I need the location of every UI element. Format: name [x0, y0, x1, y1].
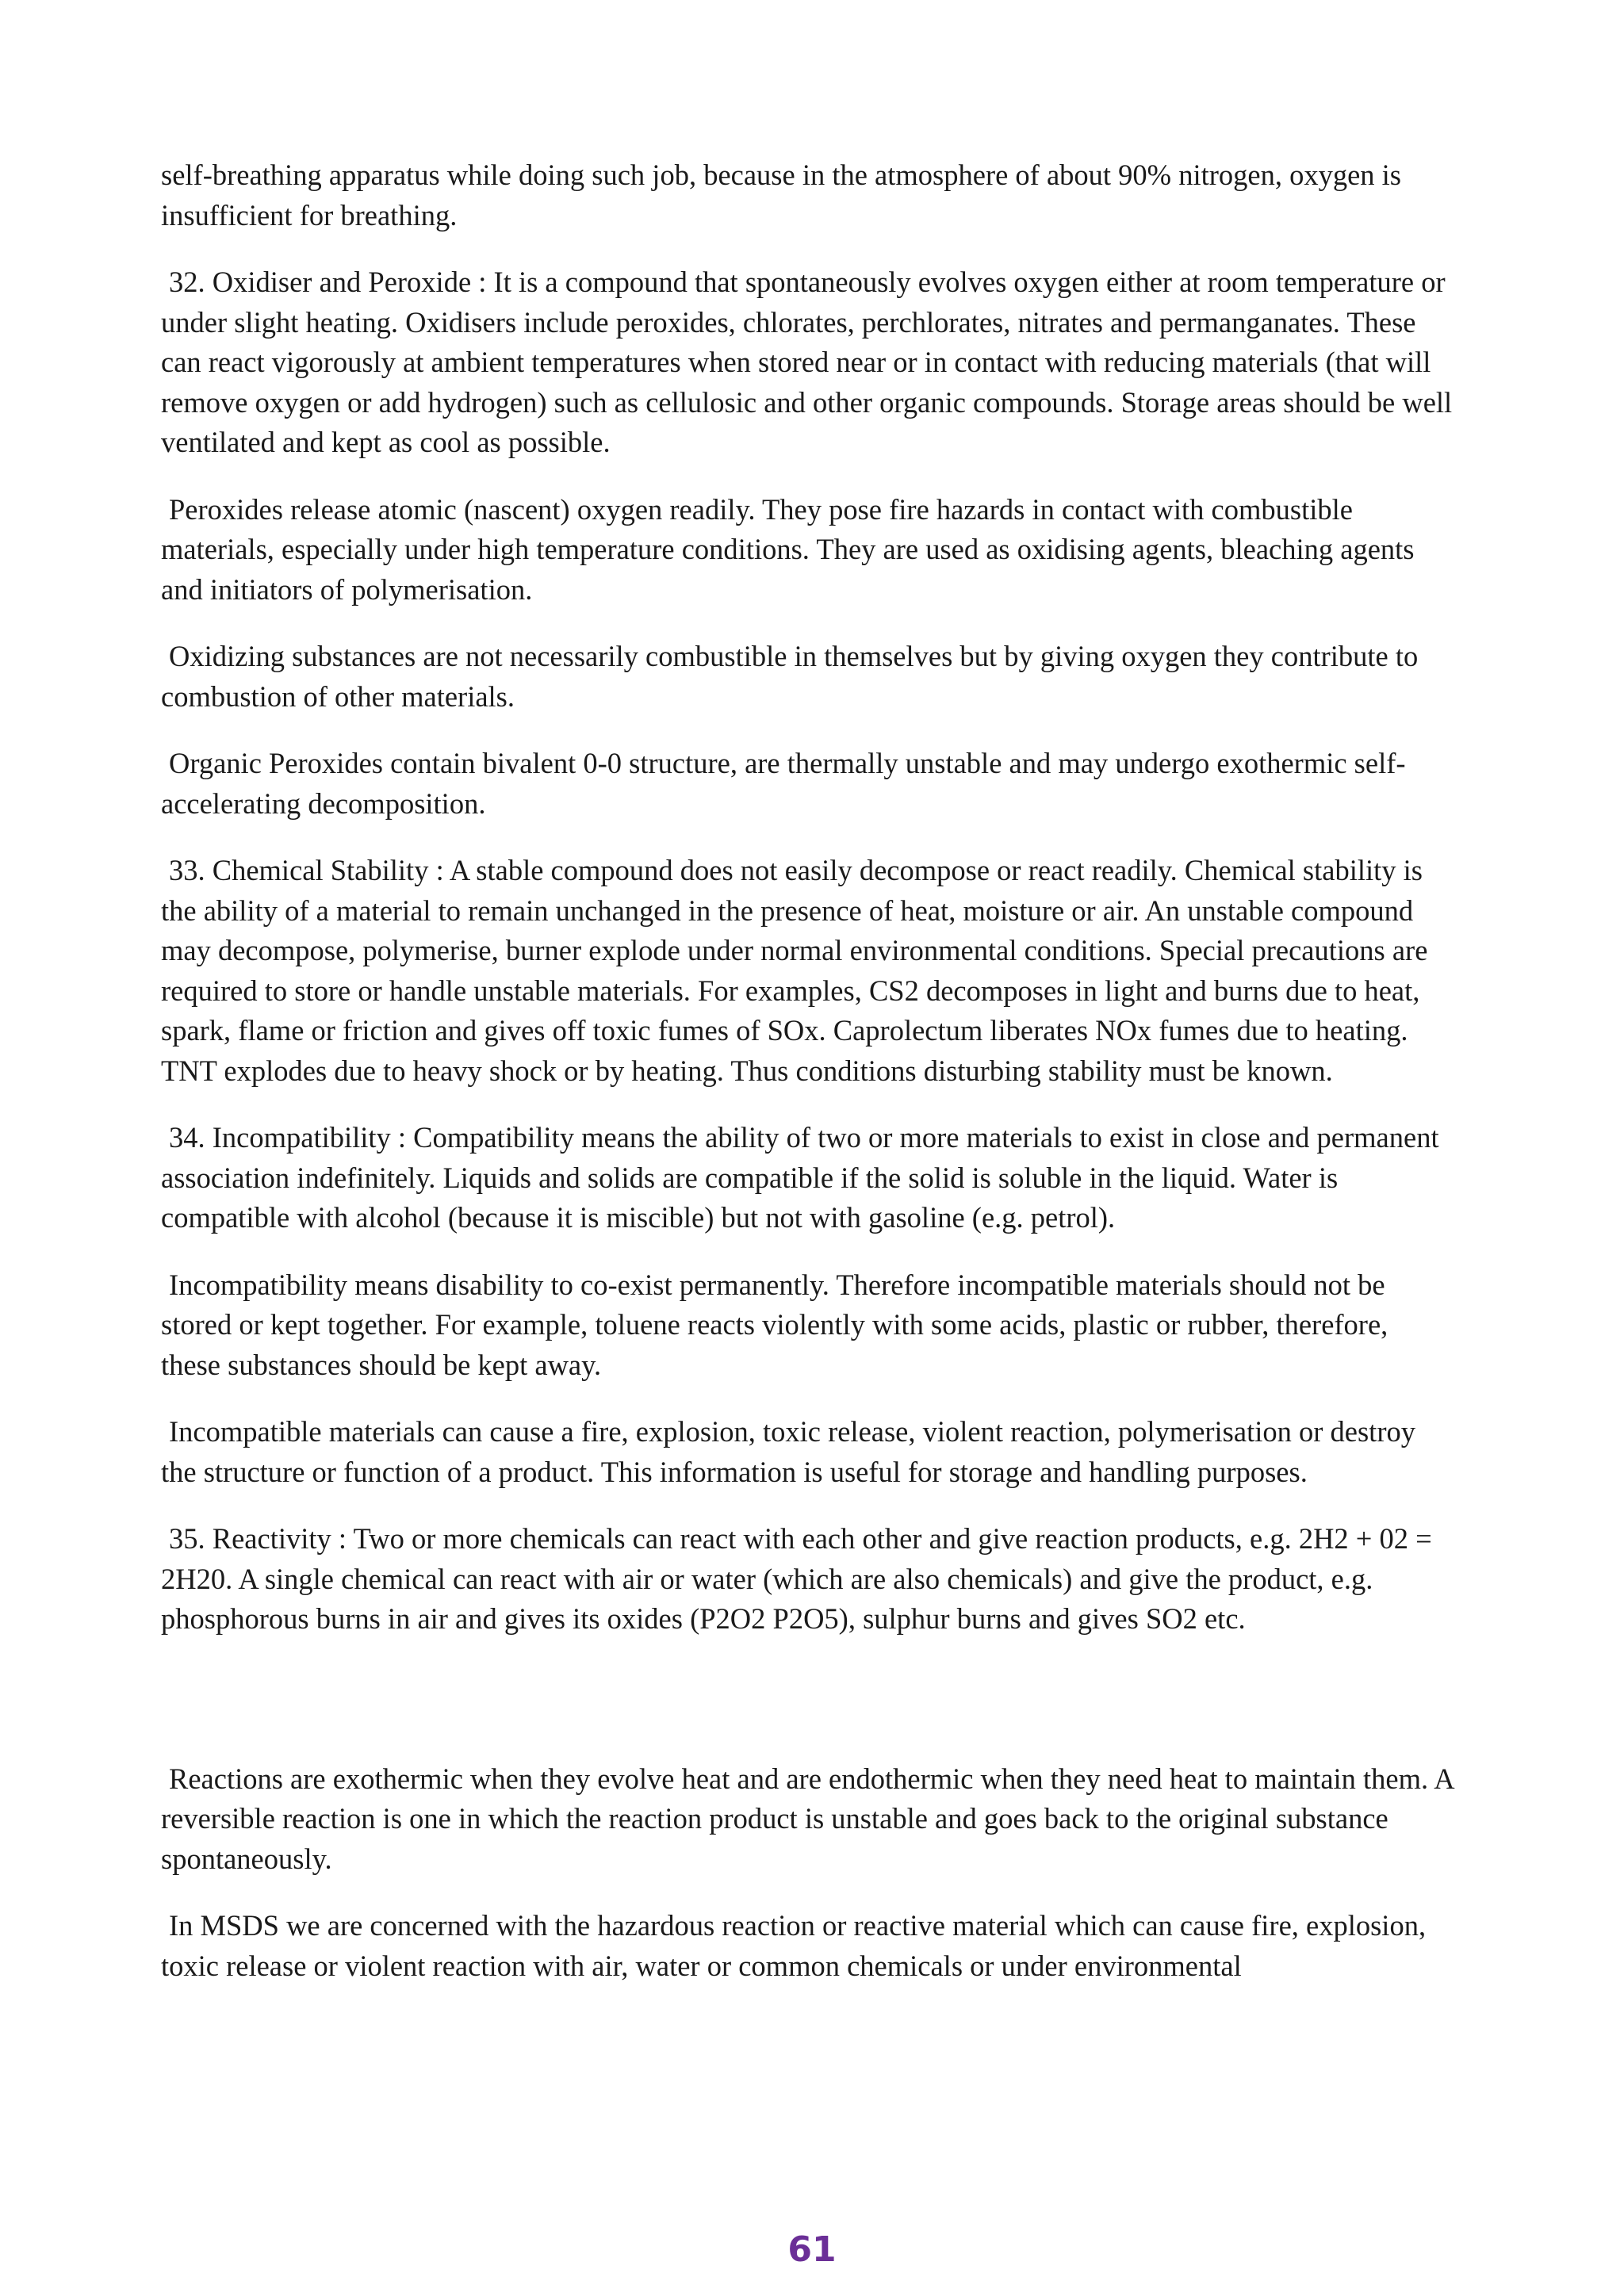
paragraph-incompatible-materials: Incompatible materials can cause a fire, explosion, toxic release, violent reaction, polymerisation or destroy the structure or function of a product. This information is useful for storage and handling purposes.: [161, 1415, 1415, 1488]
paragraph-oxidizing-substances: Oxidizing substances are not necessarily combustible in themselves but by giving oxygen they contribute to combustion of other materials.: [161, 640, 1419, 713]
paragraph-incompatibility-meaning: Incompatibility means disability to co-exist permanently. Therefore incompatible materials should not be stored or kept together. For example, toluene reacts violently with some acids, plastic or rubber, therefore, these substances should be kept away.: [161, 1268, 1388, 1381]
paragraph-continuation: self-breathing apparatus while doing such job, because in the atmosphere of about 90% nitrogen, oxygen is insufficient for breathing.: [161, 159, 1402, 232]
paragraph-msds: In MSDS we are concerned with the hazardous reaction or reactive material which can cause fire, explosion, toxic release or violent reaction with air, water or common chemicals or under environmental: [161, 1909, 1427, 1982]
paragraph-reactions: Reactions are exothermic when they evolve heat and are endothermic when they need heat to maintain them. A reversible reaction is one in which the reaction product is unstable and goes back to the original substance spontaneously.: [161, 1762, 1454, 1875]
paragraph-oxidiser-peroxide: 32. Oxidiser and Peroxide : It is a compound that spontaneously evolves oxygen either at room temperature or under slight heating. Oxidisers include peroxides, chlorates, perchlorates, nitrates and permanganates. These can react vigorously at ambient temperatures when stored near or in contact with reducing materials (that will remove oxygen or add hydrogen) such as cellulosic and other organic compounds. Storage areas should be well ventilated and kept as cool as possible.: [161, 266, 1453, 458]
paragraph-reactivity: 35. Reactivity : Two or more chemicals can react with each other and give reaction products, e.g. 2H2 + 02 = 2H20. A single chemical can react with air or water (which are also chemicals) and give the product, e.g. phosphorous burns in air and gives its oxides (P2O2 P2O5), sulphur burns and gives SO2 etc.: [161, 1522, 1432, 1635]
section-spacer: [161, 1667, 1454, 1759]
paragraph-chemical-stability: 33. Chemical Stability : A stable compound does not easily decompose or react readily. Chemical stability is the ability of a material to remain unchanged in the presence of heat, moisture or air. An unstable compound may decompose, polymerise, burner explode under normal environmental conditions. Special precautions are required to store or handle unstable materials. For examples, CS2 decomposes in light and burns due to heat, spark, flame or friction and gives off toxic fumes of SOx. Caprolectum liberates NOx fumes due to heating. TNT explodes due to heavy shock or by heating. Thus conditions disturbing stability must be known.: [161, 854, 1428, 1087]
paragraph-incompatibility: 34. Incompatibility : Compatibility means the ability of two or more materials to exist in close and permanent association indefinitely. Liquids and solids are compatible if the solid is soluble in the liquid. Water is compatible with alcohol (because it is miscible) but not with gasoline (e.g. petrol).: [161, 1121, 1439, 1234]
paragraph-peroxides: Peroxides release atomic (nascent) oxygen readily. They pose fire hazards in contact with combustible materials, especially under high temperature conditions. They are used as oxidising agents, bleaching agents and initiators of polymerisation.: [161, 492, 1415, 606]
page-body: [161, 155, 1454, 2013]
paragraph-organic-peroxides: Organic Peroxides contain bivalent 0-0 structure, are thermally unstable and may undergo exothermic self-accelerating decomposition.: [161, 747, 1406, 820]
page-number: 61: [787, 2229, 837, 2270]
